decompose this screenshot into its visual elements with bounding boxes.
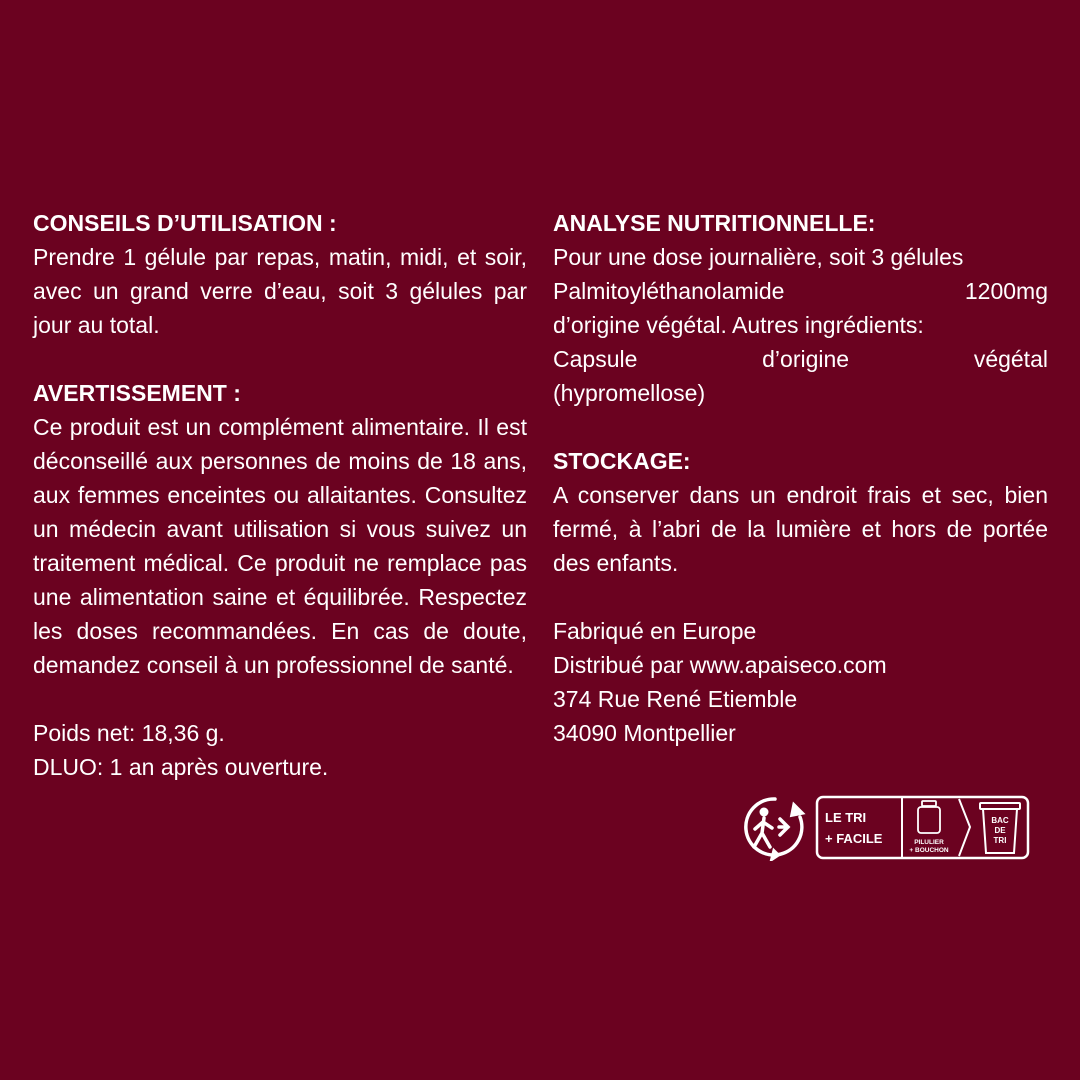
address-street: 374 Rue René Etiemble (553, 686, 798, 712)
storage-text: A conserver dans un endroit frais et sec, bien fermé, à l’abri de la lumière et hors de portée des enfants. (553, 482, 1048, 576)
spacer (33, 682, 527, 716)
usage-heading: CONSEILS D’UTILISATION : (33, 210, 337, 236)
made-in: Fabriqué en Europe (553, 618, 757, 644)
left-column (33, 206, 527, 784)
nutrition-dose: Pour une dose journalière, soit 3 gélules (553, 244, 964, 270)
capsule-row (553, 342, 1048, 376)
right-column (553, 206, 1048, 750)
spacer (553, 580, 1048, 614)
ingredient-amount: 1200mg (964, 278, 1048, 304)
net-weight: Poids net: 18,36 g. (33, 720, 225, 746)
logo-line1: LE TRI (825, 810, 867, 825)
item-line2: + BOUCHON (909, 847, 949, 854)
nutrition-heading: ANALYSE NUTRITIONNELLE: (553, 210, 876, 236)
dluo: DLUO: 1 an après ouverture. (33, 754, 329, 780)
bin-line3: TRI (993, 836, 1007, 845)
triman-recycling-logo (742, 795, 1032, 861)
usage-text: Prendre 1 gélule par repas, matin, midi, et soir, avec un grand verre d’eau, soit 3 gélules par jour au total. (33, 244, 527, 338)
capsule-word: végétal (973, 346, 1048, 372)
bin-line2: DE (994, 826, 1006, 835)
triman-icon (746, 799, 802, 859)
spacer (33, 342, 527, 376)
storage-heading: STOCKAGE: (553, 448, 691, 474)
capsule-word: Capsule (553, 346, 638, 372)
warning-heading: AVERTISSEMENT : (33, 380, 241, 406)
distributor: Distribué par www.apaiseco.com (553, 652, 887, 678)
ingredient-row (553, 274, 1048, 308)
pill-bottle-icon (918, 801, 940, 833)
item-line1: PILULIER (914, 839, 944, 846)
ingredient-name: Palmitoyléthanolamide (553, 278, 785, 304)
spacer (553, 410, 1048, 444)
capsule-word: d’origine (762, 346, 850, 372)
capsule-detail: (hypromellose) (553, 380, 706, 406)
nutrition-origin: d’origine végétal. Autres ingrédients: (553, 312, 924, 338)
address-city: 34090 Montpellier (553, 720, 736, 746)
info-tri-box (817, 797, 1028, 858)
bin-line1: BAC (991, 816, 1009, 825)
logo-line2: + FACILE (825, 831, 883, 846)
warning-text: Ce produit est un complément alimentaire. Il est déconseillé aux personnes de moins de 18 ans, aux femmes enceintes ou allaitantes. Consultez un médecin avant utilisation si vous suivez un traitement médical. Ce produit ne remplace pas une alimentation saine et équilibrée. Respectez les doses recommandées. En cas de doute, demandez conseil à un professionnel de santé. (33, 414, 527, 678)
